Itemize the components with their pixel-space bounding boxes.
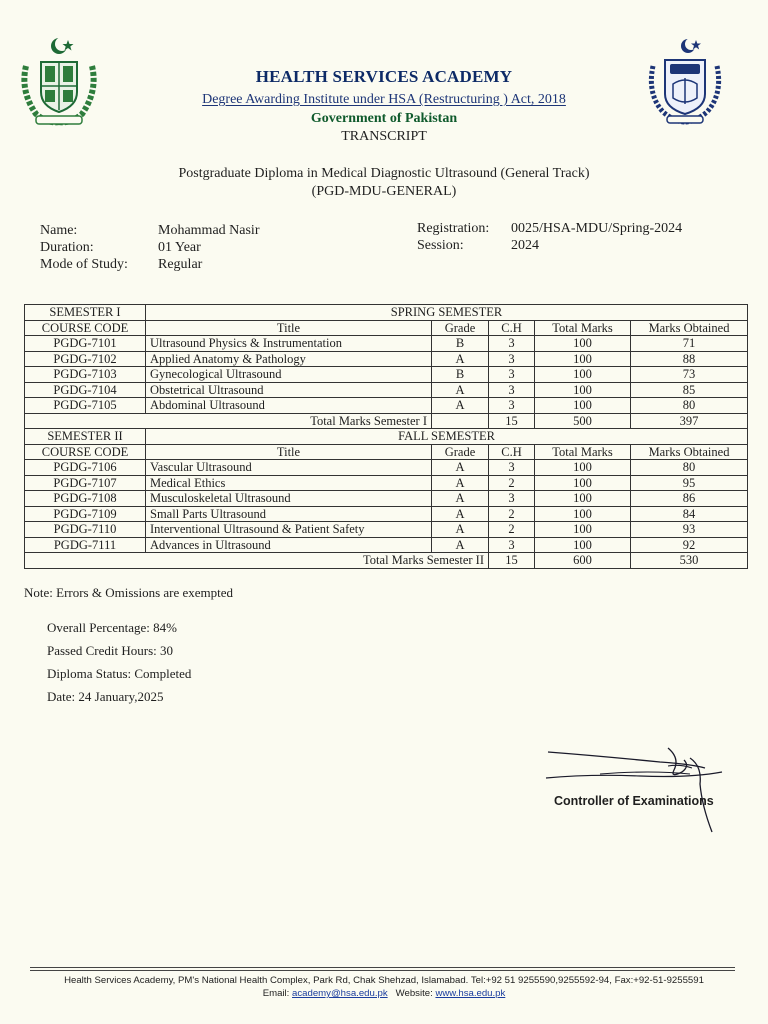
course-grade: A: [432, 475, 489, 491]
course-obtained: 73: [631, 367, 748, 383]
course-grade: A: [432, 506, 489, 522]
course-obtained: 95: [631, 475, 748, 491]
course-obtained: 92: [631, 537, 748, 553]
email-label: Email:: [262, 988, 290, 999]
semester-total-marks: 500: [535, 413, 631, 429]
course-obtained: 80: [631, 460, 748, 476]
header-ch: C.H: [489, 320, 535, 336]
course-total: 100: [535, 382, 631, 398]
semester-total-row: [25, 413, 748, 429]
email-link[interactable]: academy@hsa.edu.pk: [292, 988, 388, 999]
mode-value: Regular: [158, 257, 203, 272]
course-total: 100: [535, 460, 631, 476]
student-name: Mohammad Nasir: [158, 223, 260, 238]
table-row: [25, 336, 748, 352]
website-label: Website:: [395, 988, 433, 999]
academy-title: HEALTH SERVICES ACADEMY: [255, 67, 513, 86]
course-title: Abdominal Ultrasound: [146, 398, 432, 414]
course-grade: A: [432, 522, 489, 538]
semester-total-obtained: 530: [631, 553, 748, 569]
header-grade: Grade: [432, 444, 489, 460]
course-total: 100: [535, 367, 631, 383]
duration-value: 01 Year: [158, 240, 201, 255]
footer-divider: [30, 967, 735, 968]
course-ch: 3: [489, 537, 535, 553]
course-code: PGDG-7108: [25, 491, 146, 507]
course-obtained: 71: [631, 336, 748, 352]
passed-credit-hours: Passed Credit Hours: 30: [47, 643, 174, 658]
table-row: [25, 522, 748, 538]
header-ch: C.H: [489, 444, 535, 460]
program-code: (PGD-MDU-GENERAL): [311, 184, 457, 199]
table-row: [25, 398, 748, 414]
course-total: 100: [535, 491, 631, 507]
table-row: [25, 506, 748, 522]
semester-row: [25, 429, 748, 445]
course-grade: B: [432, 336, 489, 352]
semester-row: [25, 305, 748, 321]
course-ch: 3: [489, 367, 535, 383]
table-header-row: [25, 444, 748, 460]
header-title: Title: [146, 444, 432, 460]
footer-contact: [0, 988, 768, 999]
table-header-row: [25, 320, 748, 336]
course-code: PGDG-7101: [25, 336, 146, 352]
issue-date: Date: 24 January,2025: [47, 689, 164, 704]
course-title: Interventional Ultrasound & Patient Safety: [146, 522, 432, 538]
table-row: [25, 491, 748, 507]
header-grade: Grade: [432, 320, 489, 336]
name-label: Name:: [40, 223, 78, 238]
course-title: Advances in Ultrasound: [146, 537, 432, 553]
course-ch: 3: [489, 382, 535, 398]
course-title: Ultrasound Physics & Instrumentation: [146, 336, 432, 352]
course-total: 100: [535, 398, 631, 414]
header-course-code: COURSE CODE: [25, 444, 146, 460]
semester-total-ch: 15: [489, 413, 535, 429]
course-grade: A: [432, 537, 489, 553]
course-title: Gynecological Ultrasound: [146, 367, 432, 383]
mode-label: Mode of Study:: [40, 257, 128, 272]
course-obtained: 86: [631, 491, 748, 507]
header-marks-obtained: Marks Obtained: [631, 444, 748, 460]
course-ch: 2: [489, 475, 535, 491]
course-title: Applied Anatomy & Pathology: [146, 351, 432, 367]
semester-total-obtained: 397: [631, 413, 748, 429]
course-ch: 3: [489, 398, 535, 414]
semester-label: SEMESTER II: [25, 429, 146, 445]
footer-divider: [30, 970, 735, 971]
course-code: PGDG-7102: [25, 351, 146, 367]
course-obtained: 85: [631, 382, 748, 398]
session-label: Session:: [417, 238, 464, 253]
course-code: PGDG-7107: [25, 475, 146, 491]
table-row: [25, 367, 748, 383]
course-total: 100: [535, 537, 631, 553]
course-code: PGDG-7110: [25, 522, 146, 538]
degree-line: Degree Awarding Institute under HSA (Restructuring ) Act, 2018: [202, 92, 566, 107]
table-row: [25, 460, 748, 476]
website-link[interactable]: www.hsa.edu.pk: [435, 988, 506, 999]
course-code: PGDG-7109: [25, 506, 146, 522]
course-grade: A: [432, 351, 489, 367]
course-total: 100: [535, 475, 631, 491]
semester-season: SPRING SEMESTER: [146, 305, 748, 321]
table-row: [25, 382, 748, 398]
course-total: 100: [535, 351, 631, 367]
course-title: Medical Ethics: [146, 475, 432, 491]
course-ch: 3: [489, 460, 535, 476]
course-title: Small Parts Ultrasound: [146, 506, 432, 522]
course-obtained: 88: [631, 351, 748, 367]
course-code: PGDG-7106: [25, 460, 146, 476]
course-obtained: 84: [631, 506, 748, 522]
table-row: [25, 351, 748, 367]
header-title: Title: [146, 320, 432, 336]
document-type: TRANSCRIPT: [341, 129, 427, 144]
course-title: Obstetrical Ultrasound: [146, 382, 432, 398]
semester-label: SEMESTER I: [25, 305, 146, 321]
duration-label: Duration:: [40, 240, 94, 255]
course-obtained: 93: [631, 522, 748, 538]
semester-total-label: Total Marks Semester I: [25, 413, 432, 429]
course-title: Musculoskeletal Ultrasound: [146, 491, 432, 507]
course-code: PGDG-7105: [25, 398, 146, 414]
semester-total-label: Total Marks Semester II: [25, 553, 489, 569]
course-total: 100: [535, 522, 631, 538]
errors-note: Note: Errors & Omissions are exempted: [24, 585, 234, 600]
diploma-status: Diploma Status: Completed: [47, 666, 192, 681]
course-grade: A: [432, 491, 489, 507]
session-value: 2024: [511, 238, 539, 253]
course-title: Vascular Ultrasound: [146, 460, 432, 476]
course-grade: A: [432, 382, 489, 398]
course-grade: A: [432, 398, 489, 414]
semester-season: FALL SEMESTER: [146, 429, 748, 445]
course-ch: 3: [489, 351, 535, 367]
course-code: PGDG-7104: [25, 382, 146, 398]
course-ch: 2: [489, 522, 535, 538]
semester-total-grade-blank: [432, 413, 489, 429]
registration-value: 0025/HSA-MDU/Spring-2024: [511, 221, 683, 236]
course-obtained: 80: [631, 398, 748, 414]
semester-total-row: [25, 553, 748, 569]
course-ch: 3: [489, 336, 535, 352]
footer-address: Health Services Academy, PM's National Health Complex, Park Rd, Chak Shehzad, Islamabad. Tel:+92 51 9255590,9255592-94, Fax:+92-51-9255591: [64, 975, 704, 986]
header-course-code: COURSE CODE: [25, 320, 146, 336]
course-ch: 3: [489, 491, 535, 507]
header-total-marks: Total Marks: [535, 320, 631, 336]
semester-total-marks: 600: [535, 553, 631, 569]
course-total: 100: [535, 506, 631, 522]
semester-total-ch: 15: [489, 553, 535, 569]
course-code: PGDG-7103: [25, 367, 146, 383]
controller-title: Controller of Examinations: [554, 794, 714, 808]
course-grade: B: [432, 367, 489, 383]
signature-mark: [540, 744, 730, 839]
course-ch: 2: [489, 506, 535, 522]
government-line: Government of Pakistan: [310, 111, 458, 126]
header-marks-obtained: Marks Obtained: [631, 320, 748, 336]
header-total-marks: Total Marks: [535, 444, 631, 460]
course-total: 100: [535, 336, 631, 352]
transcript-table: [24, 304, 748, 569]
table-row: [25, 537, 748, 553]
overall-percentage: Overall Percentage: 84%: [47, 620, 177, 635]
program-name: Postgraduate Diploma in Medical Diagnostic Ultrasound (General Track): [178, 166, 590, 181]
table-row: [25, 475, 748, 491]
registration-label: Registration:: [417, 221, 490, 236]
course-code: PGDG-7111: [25, 537, 146, 553]
course-grade: A: [432, 460, 489, 476]
